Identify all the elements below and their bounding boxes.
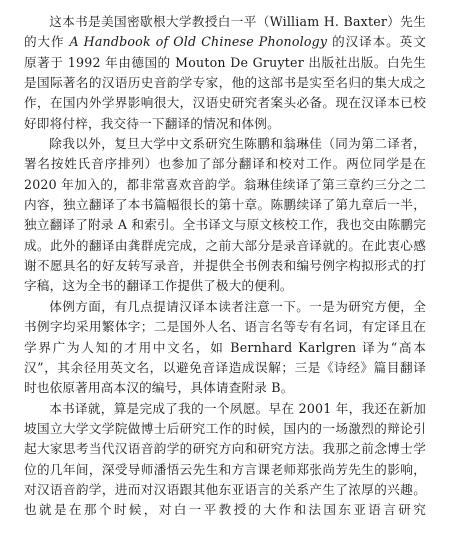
paragraph-intro: 这本书是美国密歇根大学教授白一平（William H. Baxter）先生的大作 A Handbook of Old Chinese Phonology 的汉译本。英文原著于 1992 年由德国的 Mouton De Gruyter 出版社出版。白先生是国际著名的汉语历史音韵学专家，他的这部书是实至名归的集大成之作，在国内外学界影响很大，汉语史研究者案头必备。现在汉译本已校好即将付梓，我交待一下翻译的情况和体例。 bbox=[24, 14, 426, 131]
paragraph-translators: 除我以外，复旦大学中文系研究生陈鹏和翁琳佳（同为第二译者，署名按姓氏音序排列）也参加了部分翻译和校对工作。两位同学是在 2020 年加入的，都非常喜欢音韵学。翁琳佳续译了第三章约三分之二内容，独立翻译了本书篇幅很长的第十章。陈鹏续译了第九章后一半，独立翻译了附录 A 和索引。全书译文与原文核校工作，我也交由陈鹏完成。此外的翻译由龚群虎完成，之前大部分是录音译就的。在此衷心感谢不愿具名的好友转写录音，并提供全书例表和编号例字构拟形式的打字稿，这为全书的翻译工作提供了极大的便利。 bbox=[24, 136, 426, 294]
paragraph-background: 本书译就，算是完成了我的一个夙愿。早在 2001 年，我还在新加坡国立大学文学院做博士后研究工作的时候，国内的一场激烈的辩论引起大家思考当代汉语音韵学的研究方向和研究方法。我那之前念博士学位的几年间，深受导师潘悟云先生和方言课老师郑张尚芳先生的影响，对汉语音韵学，进而对汉语跟其他东亚语言的关系产生了浓厚的兴趣。也就是在那个时候，对白一平教授的大作和法国东亚语言研究 bbox=[24, 400, 426, 518]
document-page bbox=[24, 12, 426, 521]
book-title: A Handbook of Old Chinese Phonology bbox=[69, 34, 328, 50]
paragraph-conventions: 体例方面，有几点提请汉译本读者注意一下。一是为研究方便，全书例字均采用繁体字；二是国外人名、语言名等专有名词，有定译且在学界广为人知的才用中文名，如 Bernhard Karlgren 译为“高本汉”，其余径用英文名，以避免音译造成误解；三是《诗经》篇目翻译时也依原著用高本汉的编号，具体请查附录 B。 bbox=[24, 298, 426, 396]
